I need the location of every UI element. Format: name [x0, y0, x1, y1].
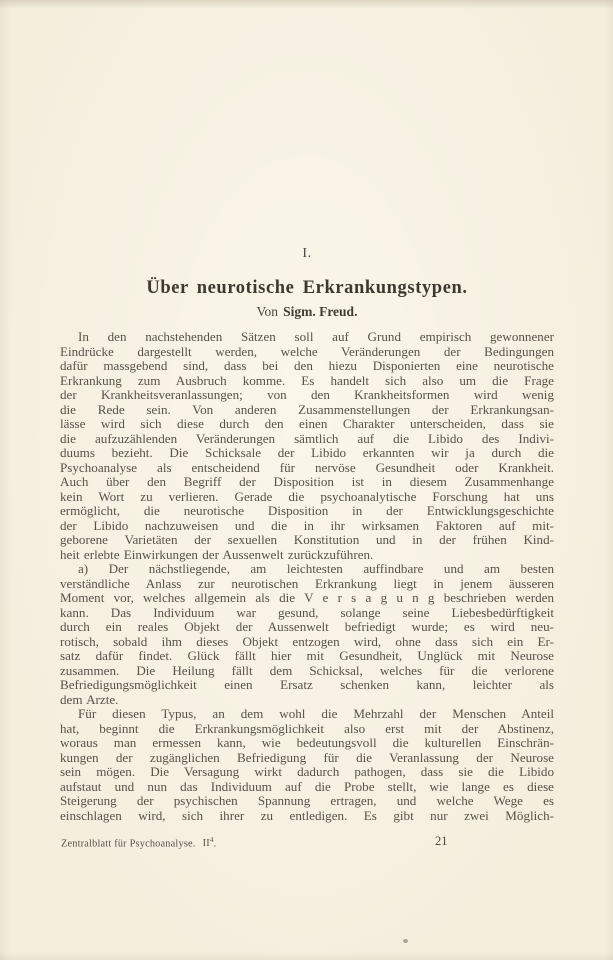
- journal-signature: [61, 836, 216, 849]
- scan-speck: [403, 939, 408, 943]
- text-line: dafür massgebend sind, dass bei den hiezu Disponierten eine neurotische: [60, 358, 554, 373]
- text-line: durch ein reales Objekt der Aussenwelt befriedigt wurde; es wird neu-: [60, 619, 554, 634]
- section-number: I.: [302, 246, 312, 261]
- signature-period: .: [213, 838, 217, 850]
- page-footer: [60, 834, 554, 850]
- text-line: verständliche Anlass zur neurotischen Erkrankung liegt in jenem äusseren: [60, 575, 554, 591]
- article-title: Über neurotische Erkrankungstypen.: [146, 278, 468, 298]
- text-line: Eindrücke dargestellt werden, welche Veränderungen der Bedingungen: [60, 343, 554, 359]
- text-line: satz dafür findet. Glück fällt hier mit Gesundheit, Unglück mit Neurose: [60, 648, 554, 663]
- text-line: duums bezieht. Die Schicksale der Libido erkannten wir ja durch die: [60, 445, 554, 460]
- page-number: 21: [435, 834, 448, 848]
- text-line: heit erlebte Einwirkungen der Aussenwelt zurückzuführen.: [60, 546, 374, 562]
- journal-name: Zentralblatt für Psychoanalyse.: [61, 838, 196, 850]
- text-line: sein mögen. Die Versagung wirkt dadurch pathogen, dass sie die Libido: [60, 764, 554, 779]
- text-line: Moment vor, welches allgemein als die V e r s a g u n g beschrieben werden: [60, 590, 554, 605]
- text-line: kann. Das Individuum war gesund, solange seine Liebesbedürftigkeit: [60, 604, 554, 620]
- paragraph: [60, 330, 554, 562]
- text-line: Erkrankung zum Ausbruch komme. Es handelt sich also um die Frage: [60, 372, 554, 388]
- text-line: Psychoanalyse als entscheidend für nervöse Gesundheit oder Krankheit.: [60, 459, 554, 475]
- text-line: woraus man ermessen kann, wie bedeutungsvoll die kulturellen Einschrän-: [60, 735, 554, 750]
- text-line: kungen der zugänglichen Befriedigung für die Veranlassung der Neurose: [60, 749, 554, 765]
- text-line: Auch über den Begriff der Disposition ist in diesem Zusammenhange: [60, 474, 554, 489]
- text-line: kein Wort zu verlieren. Gerade die psychoanalytische Forschung hat uns: [60, 488, 554, 504]
- text-line: der Krankheitsveranlassungen; von den Krankheitsformen wird wenig: [60, 387, 554, 402]
- text-line: lässe wird sich diese durch den einen Charakter unterscheiden, dass sie: [60, 416, 554, 431]
- text-line: einschlagen wird, sich ihrer zu entledigen. Es gibt nur zwei Möglich-: [60, 807, 554, 823]
- text-line: rotisch, sobald ihm dieses Objekt entzogen wird, ohne dass sich ein Er-: [60, 633, 554, 649]
- text-line: zusammen. Die Heilung fällt dem Schicksal, welches für die verlorene: [60, 662, 554, 678]
- text-line: hat, beginnt die Erkrankungsmöglichkeit also erst mit der Abstinenz,: [60, 720, 554, 736]
- text-line: dem Arzte.: [60, 691, 119, 707]
- scanned-page: [60, 0, 554, 960]
- byline: [60, 304, 554, 320]
- paragraph: [60, 707, 554, 823]
- signature-superscript: 4: [209, 836, 214, 844]
- volume-label: II: [202, 838, 210, 850]
- text-line: In den nachstehenden Sätzen soll auf Grund empirisch gewonnener: [78, 329, 554, 344]
- article-body: [60, 330, 554, 823]
- byline-author: Sigm. Freud.: [283, 304, 358, 319]
- text-line: geborene Varietäten der sexuellen Konstitution und in der frühen Kind-: [60, 532, 554, 547]
- byline-prefix: Von: [256, 304, 279, 319]
- text-line: Für diesen Typus, an dem wohl die Mehrzahl der Menschen Anteil: [78, 706, 554, 721]
- text-line: ermöglicht, die neurotische Disposition in der Entwicklungsgeschichte: [60, 503, 554, 518]
- text-line: a) Der nächstliegende, am leichtesten auffindbare und am besten: [78, 561, 554, 576]
- text-line: aufstaut und nun das Individuum auf die Probe stellt, wie lange es diese: [60, 778, 554, 794]
- paragraph: [60, 562, 554, 707]
- text-line: der Libido nachzuweisen und die in ihr wirksamen Faktoren auf mit-: [60, 517, 554, 533]
- text-line: Befriedigungsmöglichkeit einen Ersatz schenken kann, leichter als: [60, 677, 554, 692]
- text-line: die Rede sein. Von anderen Zusammenstellungen der Erkrankungsan-: [60, 401, 554, 417]
- text-line: die aufzuzählenden Veränderungen sämtlich auf die Libido des Indivi-: [60, 430, 554, 446]
- text-line: Steigerung der psychischen Spannung ertragen, und welche Wege es: [60, 793, 554, 808]
